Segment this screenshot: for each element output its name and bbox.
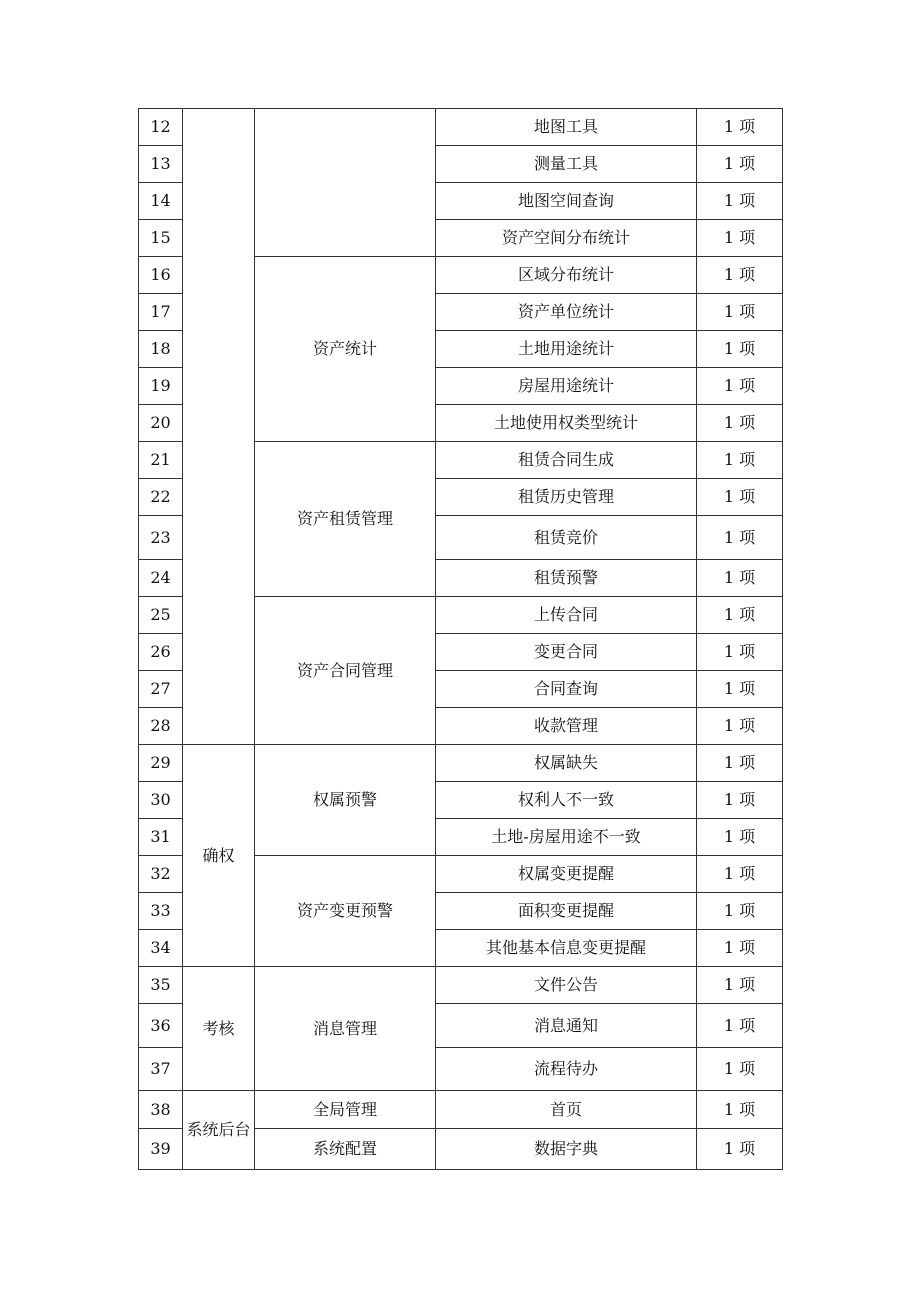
function-name: 收款管理 bbox=[436, 708, 697, 745]
quantity: 1 项 bbox=[697, 1048, 783, 1091]
row-number: 13 bbox=[139, 146, 183, 183]
function-name: 权属缺失 bbox=[436, 745, 697, 782]
function-name: 流程待办 bbox=[436, 1048, 697, 1091]
quantity: 1 项 bbox=[697, 442, 783, 479]
quantity: 1 项 bbox=[697, 368, 783, 405]
quantity: 1 项 bbox=[697, 671, 783, 708]
function-name: 地图工具 bbox=[436, 109, 697, 146]
function-name: 变更合同 bbox=[436, 634, 697, 671]
function-name: 土地-房屋用途不一致 bbox=[436, 819, 697, 856]
row-number: 37 bbox=[139, 1048, 183, 1091]
category-assess: 考核 bbox=[183, 967, 255, 1091]
row-number: 31 bbox=[139, 819, 183, 856]
row-number: 29 bbox=[139, 745, 183, 782]
function-name: 合同查询 bbox=[436, 671, 697, 708]
function-name: 土地用途统计 bbox=[436, 331, 697, 368]
function-name: 房屋用途统计 bbox=[436, 368, 697, 405]
function-name: 权属变更提醒 bbox=[436, 856, 697, 893]
row-number: 18 bbox=[139, 331, 183, 368]
module-message-mgmt: 消息管理 bbox=[255, 967, 436, 1091]
function-name: 资产空间分布统计 bbox=[436, 220, 697, 257]
row-number: 38 bbox=[139, 1091, 183, 1129]
module-contract-mgmt: 资产合同管理 bbox=[255, 597, 436, 745]
item-list-table bbox=[138, 108, 783, 1170]
row-number: 16 bbox=[139, 257, 183, 294]
module-cell-empty bbox=[255, 109, 436, 257]
function-name: 文件公告 bbox=[436, 967, 697, 1004]
table-row bbox=[139, 967, 783, 1004]
module-lease-mgmt: 资产租赁管理 bbox=[255, 442, 436, 597]
row-number: 35 bbox=[139, 967, 183, 1004]
row-number: 19 bbox=[139, 368, 183, 405]
quantity: 1 项 bbox=[697, 967, 783, 1004]
module-ownership-warning: 权属预警 bbox=[255, 745, 436, 856]
row-number: 30 bbox=[139, 782, 183, 819]
quantity: 1 项 bbox=[697, 1091, 783, 1129]
row-number: 20 bbox=[139, 405, 183, 442]
function-name: 消息通知 bbox=[436, 1004, 697, 1048]
quantity: 1 项 bbox=[697, 930, 783, 967]
quantity: 1 项 bbox=[697, 294, 783, 331]
quantity: 1 项 bbox=[697, 331, 783, 368]
quantity: 1 项 bbox=[697, 479, 783, 516]
function-name: 资产单位统计 bbox=[436, 294, 697, 331]
function-name: 区域分布统计 bbox=[436, 257, 697, 294]
function-name: 数据字典 bbox=[436, 1129, 697, 1170]
quantity: 1 项 bbox=[697, 183, 783, 220]
row-number: 32 bbox=[139, 856, 183, 893]
quantity: 1 项 bbox=[697, 146, 783, 183]
quantity: 1 项 bbox=[697, 560, 783, 597]
row-number: 24 bbox=[139, 560, 183, 597]
function-name: 权利人不一致 bbox=[436, 782, 697, 819]
function-name: 土地使用权类型统计 bbox=[436, 405, 697, 442]
row-number: 27 bbox=[139, 671, 183, 708]
category-cell-empty bbox=[183, 109, 255, 745]
row-number: 21 bbox=[139, 442, 183, 479]
quantity: 1 项 bbox=[697, 856, 783, 893]
table-row bbox=[139, 745, 783, 782]
quantity: 1 项 bbox=[697, 819, 783, 856]
function-name: 地图空间查询 bbox=[436, 183, 697, 220]
module-asset-stats: 资产统计 bbox=[255, 257, 436, 442]
row-number: 25 bbox=[139, 597, 183, 634]
function-name: 租赁合同生成 bbox=[436, 442, 697, 479]
quantity: 1 项 bbox=[697, 220, 783, 257]
row-number: 39 bbox=[139, 1129, 183, 1170]
row-number: 17 bbox=[139, 294, 183, 331]
table-row bbox=[139, 109, 783, 146]
row-number: 36 bbox=[139, 1004, 183, 1048]
quantity: 1 项 bbox=[697, 405, 783, 442]
quantity: 1 项 bbox=[697, 782, 783, 819]
function-name: 首页 bbox=[436, 1091, 697, 1129]
quantity: 1 项 bbox=[697, 708, 783, 745]
row-number: 28 bbox=[139, 708, 183, 745]
module-change-warning: 资产变更预警 bbox=[255, 856, 436, 967]
quantity: 1 项 bbox=[697, 1129, 783, 1170]
row-number: 14 bbox=[139, 183, 183, 220]
quantity: 1 项 bbox=[697, 634, 783, 671]
quantity: 1 项 bbox=[697, 257, 783, 294]
category-backend: 系统后台 bbox=[183, 1091, 255, 1170]
quantity: 1 项 bbox=[697, 745, 783, 782]
function-name: 其他基本信息变更提醒 bbox=[436, 930, 697, 967]
quantity: 1 项 bbox=[697, 1004, 783, 1048]
row-number: 33 bbox=[139, 893, 183, 930]
function-name: 测量工具 bbox=[436, 146, 697, 183]
category-confirm: 确权 bbox=[183, 745, 255, 967]
function-name: 面积变更提醒 bbox=[436, 893, 697, 930]
row-number: 12 bbox=[139, 109, 183, 146]
row-number: 22 bbox=[139, 479, 183, 516]
row-number: 26 bbox=[139, 634, 183, 671]
module-system-config: 系统配置 bbox=[255, 1129, 436, 1170]
module-global-mgmt: 全局管理 bbox=[255, 1091, 436, 1129]
quantity: 1 项 bbox=[697, 893, 783, 930]
row-number: 34 bbox=[139, 930, 183, 967]
quantity: 1 项 bbox=[697, 109, 783, 146]
row-number: 15 bbox=[139, 220, 183, 257]
function-name: 租赁历史管理 bbox=[436, 479, 697, 516]
table-row bbox=[139, 1091, 783, 1129]
function-name: 租赁预警 bbox=[436, 560, 697, 597]
quantity: 1 项 bbox=[697, 597, 783, 634]
quantity: 1 项 bbox=[697, 516, 783, 560]
row-number: 23 bbox=[139, 516, 183, 560]
function-name: 上传合同 bbox=[436, 597, 697, 634]
function-name: 租赁竞价 bbox=[436, 516, 697, 560]
